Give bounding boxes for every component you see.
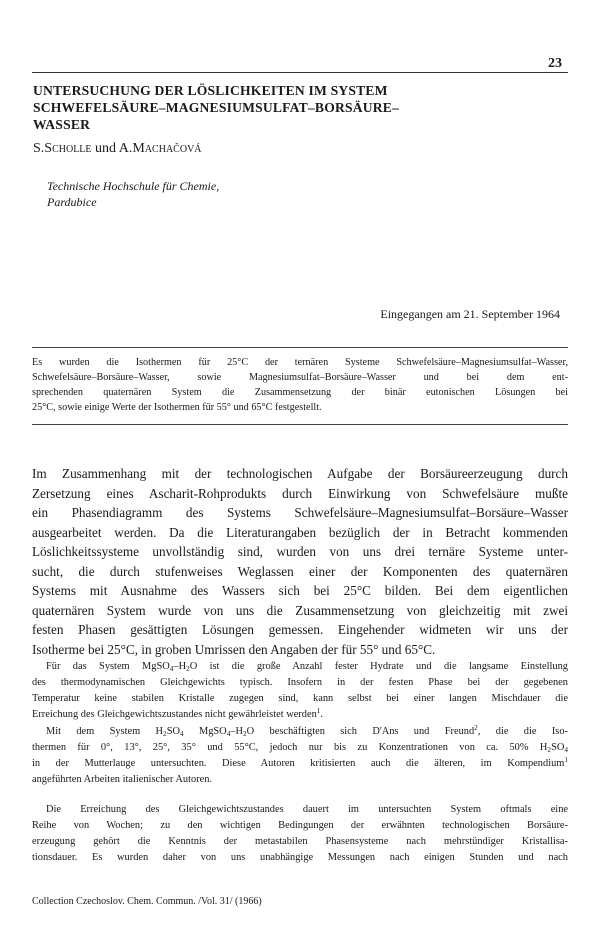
abstract-line: 25°C, sowie einige Werte der Isothermen für 55° und 65°C festgestellt. [32,402,322,413]
text-line: Systems mit Ausnahme des Wassers sich bei 25°C bilden. Bei dem eigentlichen [32,583,568,598]
citation-ref: 1 [316,707,321,715]
text-line: Reihe von Wochen; zu den wichtigen Bedingungen der erwähnten technologischen Borsäure- [32,820,568,831]
title-line: SCHWEFELSÄURE–MAGNESIUMSULFAT–BORSÄURE– [33,100,400,115]
title-line: UNTERSUCHUNG DER LÖSLICHKEITEN IM SYSTEM [33,83,388,98]
paragraph-mgso4-system [32,659,568,723]
page-number: 23 [548,56,562,71]
article-title [33,82,553,133]
text-line: des thermodynamischen Gleichgewichts typisch. Insofern in der festen Phase bei der gegebenen [32,677,568,688]
text-line: ausgearbeitet werden. Da die Literaturangaben bezüglich der in Betracht kommenden [32,524,568,540]
text-line: festen Phasen gesättigten Lösungen gemessen. Eingehender widmeten wir uns der [32,622,568,637]
journal-footer: Collection Czechoslov. Chem. Commun. /Vol. 31/ (1966) [32,896,262,907]
paragraph-h2so4-system [32,724,568,788]
text-line: Erreichung des Gleichgewichtszustandes nicht gewährleistet werden$^1$. [32,707,324,720]
abstract-line: Schwefelsäure–Borsäure–Wasser, sowie Magnesiumsulfat–Borsäure–Wasser und bei dem ent- [32,372,568,383]
author-conjunction: und [91,141,119,156]
text-line: Isotherme bei 25°C, in groben Umrissen den Angaben der für 55° und 65°C. [32,641,436,657]
author-1-name: Scholle [44,141,92,156]
text-line: quaternären System wurde von uns die Zusammensetzung von gleichzeitig mit zwei [32,602,568,618]
text-line: Löslichkeitssysteme unvollständig sind, wurden von uns drei ternäre Systeme unter- [32,544,568,559]
header-rule [32,72,568,73]
title-line: WASSER [33,117,91,132]
citation-ref: 1 [564,756,568,764]
text-line: in der Mutterlauge untersuchten. Diese Autoren kritisierten auch die älteren, im Kompendium$^1$ [32,756,568,769]
abstract-rule-top [32,347,568,348]
author-2-name: Machačová [132,141,202,156]
text-line: ein Phasendiagramm des Systems Schwefelsäure–Magnesiumsulfat–Borsäure–Wasser [32,505,568,520]
abstract-line: Es wurden die Isothermen für 25°C der ternären Systeme Schwefelsäure–Magnesiumsulfat–Wasser, [32,357,568,368]
text-line: Im Zusammenhang mit der technologischen Aufgabe der Borsäureerzeugung durch [32,466,568,481]
citation-ref: 2 [474,724,478,732]
text-line: Temperatur keine stabilen Kristalle zugegen sind, kann selbst bei einer langen Mischdauer die [32,693,568,704]
text-line: tionsdauer. Es wurden daher von uns unabhängige Messungen nach einigen Stunden und nach [32,852,568,863]
received-date: Eingegangen am 21. September 1964 [380,307,560,321]
text-line: erzeugung gehört die Kenntnis der metastabilen Phasensysteme nach mehrstündiger Kristallisa- [32,836,568,847]
abstract-line: sprechenden quaternären System die Zusammensetzung der binär eutonischen Lösungen bei [32,387,568,398]
text-line: Für das System $MgSO_4-H_2O$ ist die große Anzahl fester Hydrate und die langsame Einstellung [46,661,568,673]
abstract [32,355,568,415]
text-line: Die Erreichung des Gleichgewichtszustandes dauert im untersuchten System oftmals eine [46,804,568,815]
text-line: thermen für 0°, 13°, 25°, 35° und 55°C, jedoch nur bis zu Konzentrationen von ca. 50% $H_2SO_4$ [32,742,568,754]
authors [33,141,202,157]
text-line: angeführten Arbeiten italienischer Autoren. [32,774,213,785]
paragraph-equilibrium [32,802,568,866]
text-line: Zersetzung eines Ascharit-Rohprodukts durch Einwirkung von Schwefelsäure mußte [32,485,568,501]
affiliation-line: Pardubice [47,195,97,209]
abstract-rule-bottom [32,424,568,425]
main-paragraph [32,464,568,659]
author-1-initial: S. [33,141,45,156]
text-line: sucht, die durch stufenweises Weglassen einer der Komponenten des quaternären [32,563,568,579]
affiliation-line: Technische Hochschule für Chemie, [47,179,220,193]
affiliation [47,178,219,210]
text-line: Mit dem System $H_2SO_4$ $MgSO_4-H_2O$ beschäftigten sich D'Ans und Freund$^2$, die die Iso- [46,724,568,738]
author-2-initial: A. [118,141,133,156]
